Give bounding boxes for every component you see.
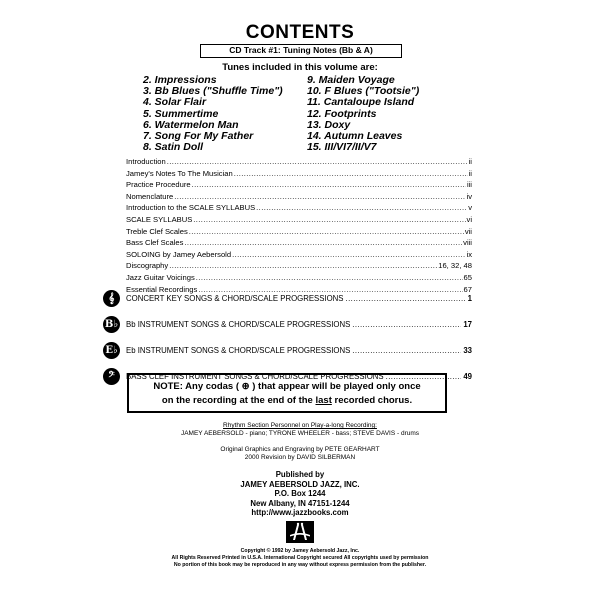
tune-item: 4. Solar Flair	[143, 96, 207, 109]
tune-item: 8. Satin Doll	[143, 141, 204, 154]
rhythm-section-names: JAMEY AEBERSOLD - piano; TYRONE WHEELER - bass; STEVE DAVIS - drums	[180, 430, 420, 438]
toc-label: Introduction to the SCALE SYLLABUS	[126, 203, 256, 213]
toc-leader	[189, 226, 464, 238]
publisher-address: New Albany, IN 47151-1244	[250, 498, 350, 508]
publisher-website[interactable]: http://www.jazzbooks.com	[251, 508, 349, 518]
toc-row	[126, 249, 472, 261]
toc-row	[126, 226, 472, 238]
toc-label: Discography	[126, 261, 169, 271]
note-line-1: NOTE: Any codas ( ⊕ ) that appear will be played only once	[153, 381, 421, 392]
page-title: CONTENTS	[245, 22, 355, 43]
toc-page: ii	[468, 168, 472, 178]
copyright-line: Copyright © 1992 by Jamey Aebersold Jazz, Inc.	[240, 548, 360, 554]
section-leader	[352, 346, 461, 355]
toc-page: iii	[466, 180, 472, 190]
section-row-eb	[103, 338, 472, 362]
toc-leader	[196, 272, 463, 284]
toc-leader	[234, 168, 468, 180]
toc-label: Jamey's Notes To The Musician	[126, 168, 233, 178]
tune-item: 2. Impressions	[143, 74, 217, 86]
toc-leader	[169, 260, 437, 272]
toc-leader	[192, 179, 466, 191]
tunes-list-left	[143, 75, 283, 153]
toc-leader	[232, 249, 465, 261]
toc-row	[126, 260, 472, 272]
tune-item: 9. Maiden Voyage	[307, 74, 395, 86]
toc-page: vi	[466, 214, 472, 224]
toc-leader	[256, 202, 467, 214]
toc-label: Practice Procedure	[126, 180, 191, 190]
tune-item: 3. Bb Blues ("Shuffle Time")	[143, 85, 283, 98]
section-page: 17	[463, 319, 472, 329]
toc-page: v	[468, 203, 472, 213]
note-line-2-end: recorded chorus.	[331, 395, 413, 406]
tunes-heading: Tunes included in this volume are:	[222, 62, 378, 73]
toc-page: ii	[468, 157, 472, 166]
toc-row	[126, 168, 472, 180]
tune-item: 6. Watermelon Man	[143, 118, 239, 131]
copyright-block	[0, 548, 600, 570]
toc-leader	[167, 156, 468, 168]
coda-note-box	[127, 373, 447, 413]
revision-credit: 2000 Revision by DAVID SILBERMAN	[244, 454, 356, 462]
tune-item: 12. Footprints	[307, 107, 377, 120]
toc-page: vii	[464, 226, 472, 236]
bass-clef-icon: 𝄢	[103, 368, 120, 385]
note-line-2-start: on the recording at the end of the	[161, 395, 316, 406]
section-page: 1	[467, 293, 472, 303]
section-label: Eb INSTRUMENT SONGS & CHORD/SCALE PROGRESSIONS	[126, 345, 351, 355]
publisher-line: Published by	[275, 470, 325, 479]
toc-label: Introduction	[126, 157, 166, 166]
section-label: Bb INSTRUMENT SONGS & CHORD/SCALE PROGRESSIONS	[126, 319, 351, 329]
toc-label: Bass Clef Scales	[126, 238, 184, 248]
toc-label: SCALE SYLLABUS	[126, 214, 193, 224]
toc-leader	[174, 191, 465, 203]
table-of-contents	[126, 156, 472, 295]
toc-label: Jazz Guitar Voicings	[126, 272, 195, 282]
publisher-po-box: P.O. Box 1244	[274, 489, 326, 499]
treble-clef-icon: 𝄞	[103, 290, 120, 307]
tune-item: 10. F Blues ("Tootsie")	[307, 85, 420, 98]
toc-label: Nomenclature	[126, 191, 174, 201]
e-flat-icon: E♭	[103, 342, 120, 359]
graphics-credit: Original Graphics and Engraving by PETE GEARHART	[220, 445, 380, 453]
section-row-bb	[103, 312, 472, 336]
toc-page: 16, 32, 48	[438, 261, 472, 271]
tune-item: 11. Cantaloupe Island	[307, 96, 415, 109]
toc-page: 67	[463, 284, 472, 294]
cd-track-box: CD Track #1: Tuning Notes (Bb & A)	[200, 44, 402, 58]
section-leader	[346, 294, 466, 303]
section-leader	[352, 320, 461, 329]
toc-page: iv	[466, 191, 472, 201]
toc-row	[126, 202, 472, 214]
toc-label: Treble Clef Scales	[126, 226, 188, 236]
tune-item: 15. III/VI7/II/V7	[307, 141, 377, 154]
toc-leader	[184, 237, 462, 249]
b-flat-icon: B♭	[103, 316, 120, 333]
tune-item: 7. Song For My Father	[143, 130, 254, 143]
toc-label: SOLOING by Jamey Aebersold	[126, 249, 232, 259]
note-underlined-word: last	[315, 395, 332, 406]
toc-row	[126, 191, 472, 203]
toc-row	[126, 237, 472, 249]
toc-row	[126, 214, 472, 226]
rights-line: All Rights Reserved Printed in U.S.A. International Copyright secured All copyrights used by permission	[171, 555, 429, 562]
tune-item: 14. Autumn Leaves	[307, 130, 403, 143]
note-line-2	[129, 394, 445, 408]
toc-label: Essential Recordings	[126, 284, 198, 294]
section-label: BASS CLEF INSTRUMENT SONGS & CHORD/SCALE PROGRESSIONS	[126, 371, 384, 381]
section-page: 49	[463, 371, 472, 381]
toc-row	[126, 179, 472, 191]
section-row-concert	[103, 286, 472, 310]
publisher-block	[0, 470, 600, 518]
toc-row	[126, 272, 472, 284]
tunes-list-right	[307, 75, 419, 153]
toc-page: ix	[466, 249, 472, 259]
jamey-aebersold-logo-icon	[286, 521, 314, 543]
reproduction-notice: No portion of this book may be reproduced in any way without express permission from the publisher.	[173, 562, 427, 569]
publisher-name: JAMEY AEBERSOLD JAZZ, INC.	[240, 479, 360, 489]
toc-page: 65	[463, 272, 472, 282]
credits	[0, 422, 600, 463]
toc-leader	[193, 214, 465, 226]
section-page: 33	[463, 345, 472, 355]
section-label: CONCERT KEY SONGS & CHORD/SCALE PROGRESSIONS	[126, 293, 344, 303]
rhythm-section-heading: Rhythm Section Personnel on Play-a-long Recording:	[223, 422, 377, 429]
tune-item: 5. Summertime	[143, 107, 219, 120]
tune-item: 13. Doxy	[307, 118, 351, 131]
toc-page: viii	[463, 238, 472, 248]
toc-row	[126, 156, 472, 168]
